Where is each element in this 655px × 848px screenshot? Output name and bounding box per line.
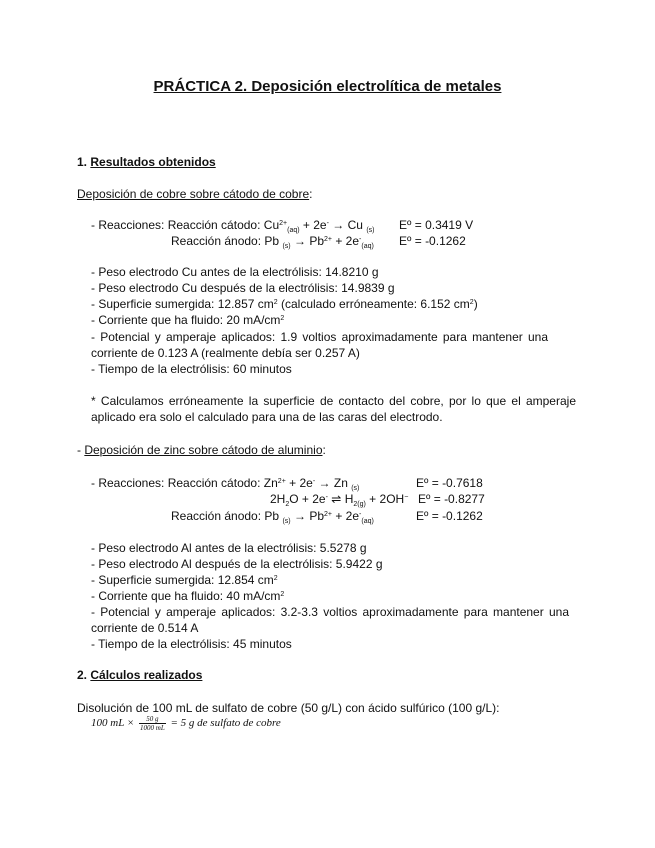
zinc-water-potential: Eº = -0.8277 <box>418 492 485 506</box>
zinc-subheading: - Deposición de zinc sobre cátodo de aluminio: <box>77 443 326 457</box>
copper-note-line2: aplicado era solo el calculado para una de las caras del electrodo. <box>91 410 443 424</box>
zinc-weight-before: - Peso electrodo Al antes de la electrólisis: 5.5278 g <box>91 541 367 555</box>
zinc-cathode-potential: Eº = -0.7618 <box>416 476 483 490</box>
section-2-heading <box>77 668 202 682</box>
calculation-intro: Disolución de 100 mL de sulfato de cobre (50 g/L) con ácido sulfúrico (100 g/L): <box>77 701 500 715</box>
zinc-cathode-reaction: - Reacciones: Reacción cátodo: $Zn^{2+} + 2e^- \to Zn$ $_{(s)}$ <box>91 476 360 492</box>
copper-current: - Corriente que ha fluido: 20 $mA/cm^2$ <box>91 313 285 327</box>
copper-time: - Tiempo de la electrólisis: 60 minutos <box>91 362 292 376</box>
zinc-surface: - Superficie sumergida: 12.854 $cm^2$ <box>91 573 278 587</box>
formula-fraction: $\frac{50 g}{1000 mL}$ <box>140 714 165 732</box>
copper-note-line1: * Calculamos erróneamente la superficie de contacto del cobre, por lo que el amperaje <box>91 394 576 408</box>
section-1-title: Resultados obtenidos <box>90 155 216 169</box>
zinc-potential-line1: - Potencial y amperaje aplicados: 3.2-3.3 voltios aproximadamente para mantener una <box>91 605 569 619</box>
copper-subheading: Deposición de cobre sobre cátodo de cobre: <box>77 187 313 201</box>
calculation-formula: 100 mL × $\frac{50 g}{1000 mL}$ = 5 g de sulfato de cobre <box>91 714 281 732</box>
copper-cathode-reaction: - Reacciones: Reacción cátodo: $Cu^{2+}_{(aq)} + 2e^- \to Cu$ $_{(s)}$ <box>91 218 375 234</box>
copper-anode-potential: Eº = -0.1262 <box>399 234 466 248</box>
page-title: PRÁCTICA 2. Deposición electrolítica de metales <box>153 78 502 95</box>
section-1-heading <box>77 155 216 169</box>
copper-potential-line2: corriente de 0.123 A (realmente debía ser 0.257 A) <box>91 346 360 360</box>
copper-cathode-potential: Eº = 0.3419 V <box>399 218 474 232</box>
copper-surface: - Superficie sumergida: 12.857 $cm^2$ (calculado erróneamente: 6.152 $cm^2$) <box>91 297 478 311</box>
copper-anode-reaction: Reacción ánodo: Pb $_{(s)} \to Pb^{2+} + 2e^-_{(aq)}$ <box>171 234 374 250</box>
copper-weight-after: - Peso electrodo Cu después de la electrólisis: 14.9839 g <box>91 281 395 295</box>
section-1-number: 1. <box>77 155 88 169</box>
zinc-anode-reaction: Reacción ánodo: Pb $_{(s)} \to Pb^{2+} + 2e^-_{(aq)}$ <box>171 509 374 525</box>
section-2-title: Cálculos realizados <box>90 668 203 682</box>
copper-potential-line1: - Potencial y amperaje aplicados: 1.9 voltios aproximadamente para mantener una <box>91 330 548 344</box>
zinc-current: - Corriente que ha fluido: 40 $mA/cm^2$ <box>91 589 285 603</box>
zinc-weight-after: - Peso electrodo Al después de la electrólisis: 5.9422 g <box>91 557 383 571</box>
zinc-time: - Tiempo de la electrólisis: 45 minutos <box>91 637 292 651</box>
section-2-number: 2. <box>77 668 88 682</box>
zinc-anode-potential: Eº = -0.1262 <box>416 509 483 523</box>
zinc-potential-line2: corriente de 0.514 A <box>91 621 199 635</box>
zinc-water-reaction: $2H_2O + 2e^-$ ⇌ $H_{2(g)} + 2OH^-$ <box>270 492 409 508</box>
copper-weight-before: - Peso electrodo Cu antes de la electrólisis: 14.8210 g <box>91 265 379 279</box>
